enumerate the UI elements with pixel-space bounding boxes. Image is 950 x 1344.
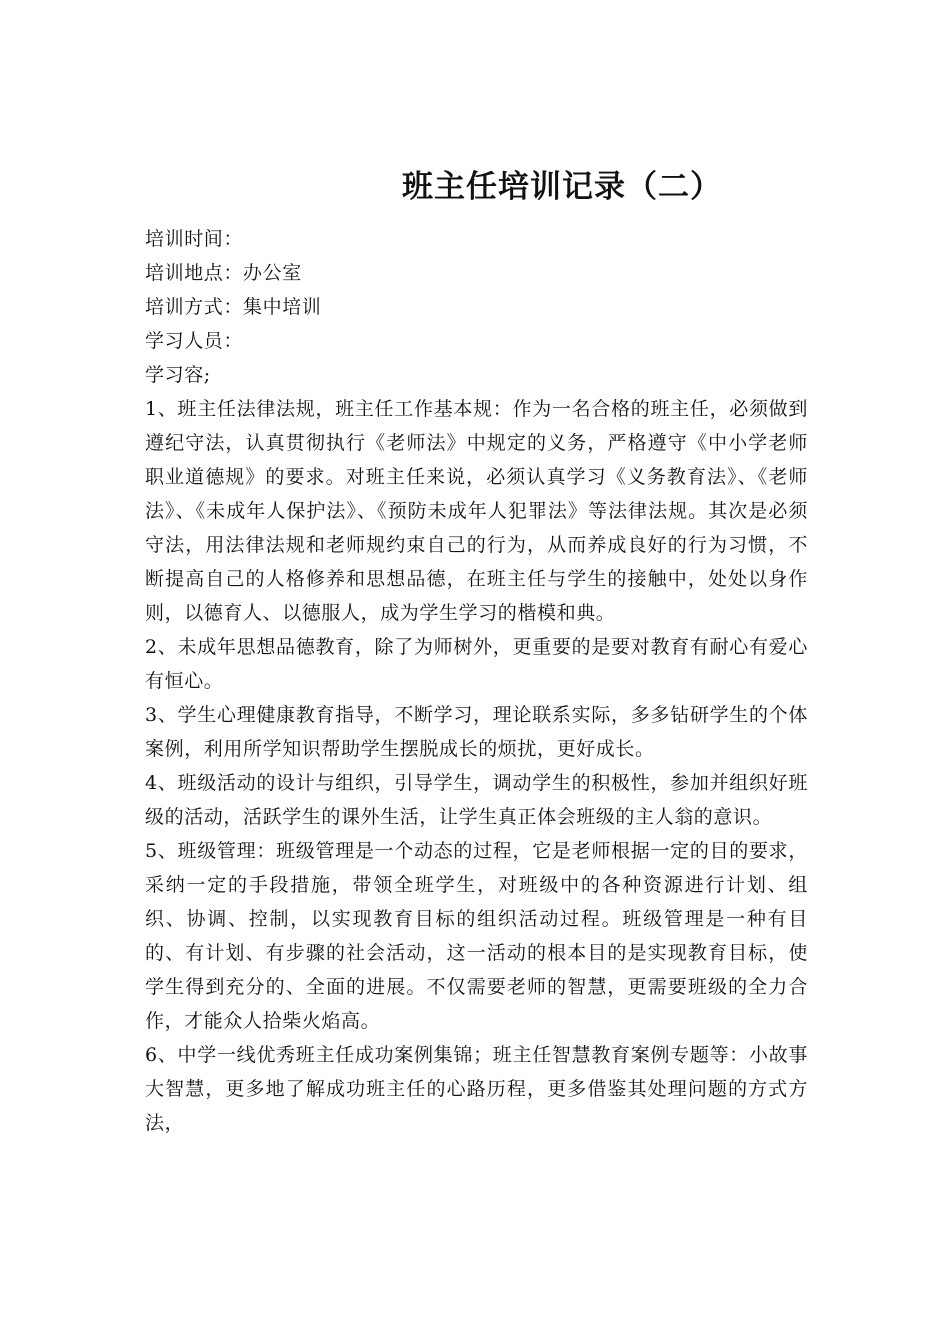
paragraph-5: 5、班级管理：班级管理是一个动态的过程，它是老师根据一定的目的要求，采纳一定的手段措施，带领全班学生，对班级中的各种资源进行计划、组织、协调、控制，以实现教育目标的组织活动过程。班级管理是一种有目的、有计划、有步骤的社会活动，这一活动的根本目的是实现教育目标，使学生得到充分的、全面的进展。不仅需要老师的智慧，更需要班级的全力合作，才能众人拾柴火焰高。: [145, 840, 808, 1032]
paragraph-2: 2、未成年思想品德教育，除了为师树外，更重要的是要对教育有耐心有爱心有恒心。: [145, 636, 808, 692]
training-time-line: 培训时间：: [145, 228, 244, 250]
paragraph-6: 6、中学一线优秀班主任成功案例集锦；班主任智慧教育案例专题等：小故事大智慧，更多地了解成功班主任的心路历程，更多借鉴其处理问题的方式方法，: [145, 1044, 808, 1134]
training-method-line: 培训方式：集中培训: [145, 296, 322, 318]
document-body: [145, 222, 808, 1140]
document-title: 班主任培训记录（二）: [402, 169, 722, 205]
paragraph-3: 3、学生心理健康教育指导，不断学习，理论联系实际，多多钻研学生的个体案例，利用所学知识帮助学生摆脱成长的烦扰，更好成长。: [145, 704, 808, 760]
participants-line: 学习人员：: [145, 330, 244, 352]
content-label-line: 学习容;: [145, 364, 211, 386]
paragraph-1: 1、班主任法律法规，班主任工作基本规：作为一名合格的班主任，必须做到遵纪守法，认真贯彻执行《老师法》中规定的义务，严格遵守《中小学老师职业道德规》的要求。对班主任来说，必须认真学习《义务教育法》、《老师法》、《未成年人保护法》、《预防未成年人犯罪法》等法律法规。其次是必须守法，用法律法规和老师规约束自己的行为，从而养成良好的行为习惯，不断提高自己的人格修养和思想品德，在班主任与学生的接触中，处处以身作则，以德育人、以德服人，成为学生学习的楷模和典。: [145, 398, 808, 624]
training-place-line: 培训地点：办公室: [145, 262, 302, 284]
paragraph-4: 4、班级活动的设计与组织，引导学生，调动学生的积极性，参加并组织好班级的活动，活跃学生的课外生活，让学生真正体会班级的主人翁的意识。: [145, 772, 808, 828]
